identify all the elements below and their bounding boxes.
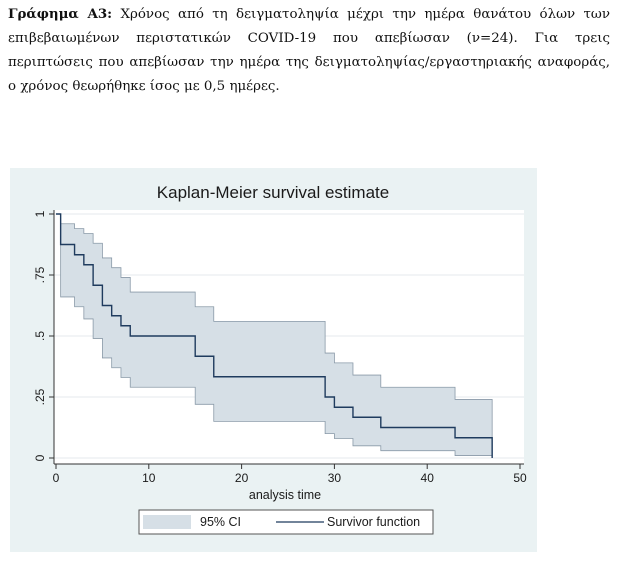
x-tick-label-1: 10	[142, 471, 156, 485]
legend	[139, 510, 433, 534]
x-axis-label: analysis time	[248, 488, 322, 502]
figure-caption	[8, 2, 610, 99]
x-tick-label-0: 0	[52, 471, 60, 485]
y-tick-label-3: .75	[33, 266, 47, 284]
km-chart	[10, 168, 537, 552]
legend-survivor-label: Survivor function	[327, 515, 421, 529]
x-tick-label-3: 30	[327, 471, 342, 485]
y-tick-label-4: 1	[33, 210, 47, 218]
x-tick-label-2: 20	[234, 471, 249, 485]
y-tick-label-0: 0	[33, 454, 47, 462]
y-tick-label-2: .5	[33, 330, 47, 342]
x-axis-ticks	[53, 464, 527, 485]
x-tick-label-5: 50	[513, 471, 527, 485]
caption-text: Χρόνος από τη δειγματοληψία μέχρι την ημέρα θανάτου όλων των επιβεβαιωμένων περιστατικών COVID-19 που απεβίωσαν (ν=24). Για τρεις περιπτώσεις που απεβίωσαν την ημέρα της δειγματοληψίας/εργαστηριακής αναφοράς, ο χρόνος θεωρήθηκε ίσος με 0,5 ημέρες.	[8, 7, 610, 94]
chart-title: Kaplan-Meier survival estimate	[156, 183, 390, 202]
x-tick-label-4: 40	[420, 471, 434, 485]
y-axis-ticks	[33, 210, 54, 461]
legend-ci-swatch	[143, 515, 191, 529]
chart-panel	[10, 168, 537, 552]
y-tick-label-1: .25	[33, 388, 47, 406]
caption-label: Γράφημα Α3:	[8, 6, 113, 22]
legend-ci-label: 95% CI	[200, 515, 241, 529]
